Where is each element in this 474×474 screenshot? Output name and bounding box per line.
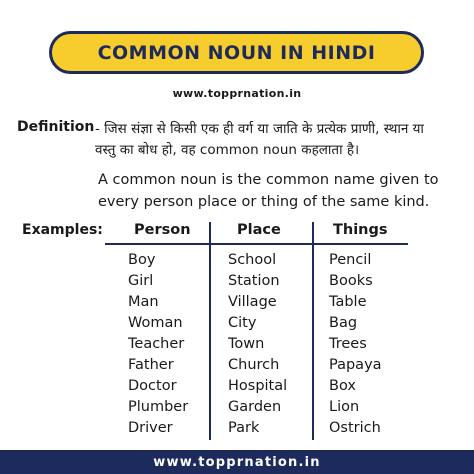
list-item: Bag xyxy=(329,315,358,331)
list-item: Father xyxy=(128,357,174,373)
list-item: Garden xyxy=(228,399,282,415)
things-list xyxy=(329,250,382,439)
person-list xyxy=(128,250,188,439)
definition-label: Definition xyxy=(17,119,95,135)
list-item: Church xyxy=(228,357,280,373)
list-item: Teacher xyxy=(128,336,185,352)
list-item: Woman xyxy=(128,315,183,331)
list-item: Man xyxy=(128,294,159,310)
examples-label: Examples: xyxy=(22,222,103,238)
column-heading-things: Things xyxy=(333,222,388,238)
list-item: Hospital xyxy=(228,378,288,394)
list-item: Lion xyxy=(329,399,360,415)
list-item: Table xyxy=(329,294,367,310)
column-heading-person: Person xyxy=(134,222,191,238)
list-item: Park xyxy=(228,420,260,436)
list-item: School xyxy=(228,252,277,268)
list-item: Village xyxy=(228,294,277,310)
list-item: City xyxy=(228,315,257,331)
list-item: Plumber xyxy=(128,399,189,415)
column-divider-1 xyxy=(209,222,211,440)
list-item: Papaya xyxy=(329,357,382,373)
header-divider xyxy=(105,243,408,245)
place-list xyxy=(228,250,287,439)
site-url-top: www.topprnation.in xyxy=(172,87,302,100)
list-item: Trees xyxy=(329,336,367,352)
title-banner xyxy=(49,31,424,74)
list-item: Box xyxy=(329,378,356,394)
footer-bar xyxy=(0,450,474,474)
list-item: Books xyxy=(329,273,373,289)
list-item: Station xyxy=(228,273,280,289)
definition-english: A common noun is the common name given to every person place or thing of the same kind. xyxy=(98,172,439,210)
list-item: Doctor xyxy=(128,378,177,394)
list-item: Driver xyxy=(128,420,173,436)
list-item: Boy xyxy=(128,252,156,268)
list-item: Town xyxy=(228,336,265,352)
definition-hindi xyxy=(93,119,463,161)
column-divider-2 xyxy=(312,222,314,440)
column-heading-place: Place xyxy=(237,222,281,238)
list-item: Pencil xyxy=(329,252,372,268)
definition-hindi-line2: वस्तु का बोध हो, वह common noun कहलाता है। xyxy=(95,142,360,158)
list-item: Girl xyxy=(128,273,154,289)
page-title: COMMON NOUN IN HINDI xyxy=(97,41,376,64)
definition-hindi-line1: - जिस संज्ञा से किसी एक ही वर्ग या जाति के प्रत्येक प्राणी, स्थान या xyxy=(95,121,424,137)
list-item: Ostrich xyxy=(329,420,381,436)
footer-url: www.topprnation.in xyxy=(153,454,321,470)
